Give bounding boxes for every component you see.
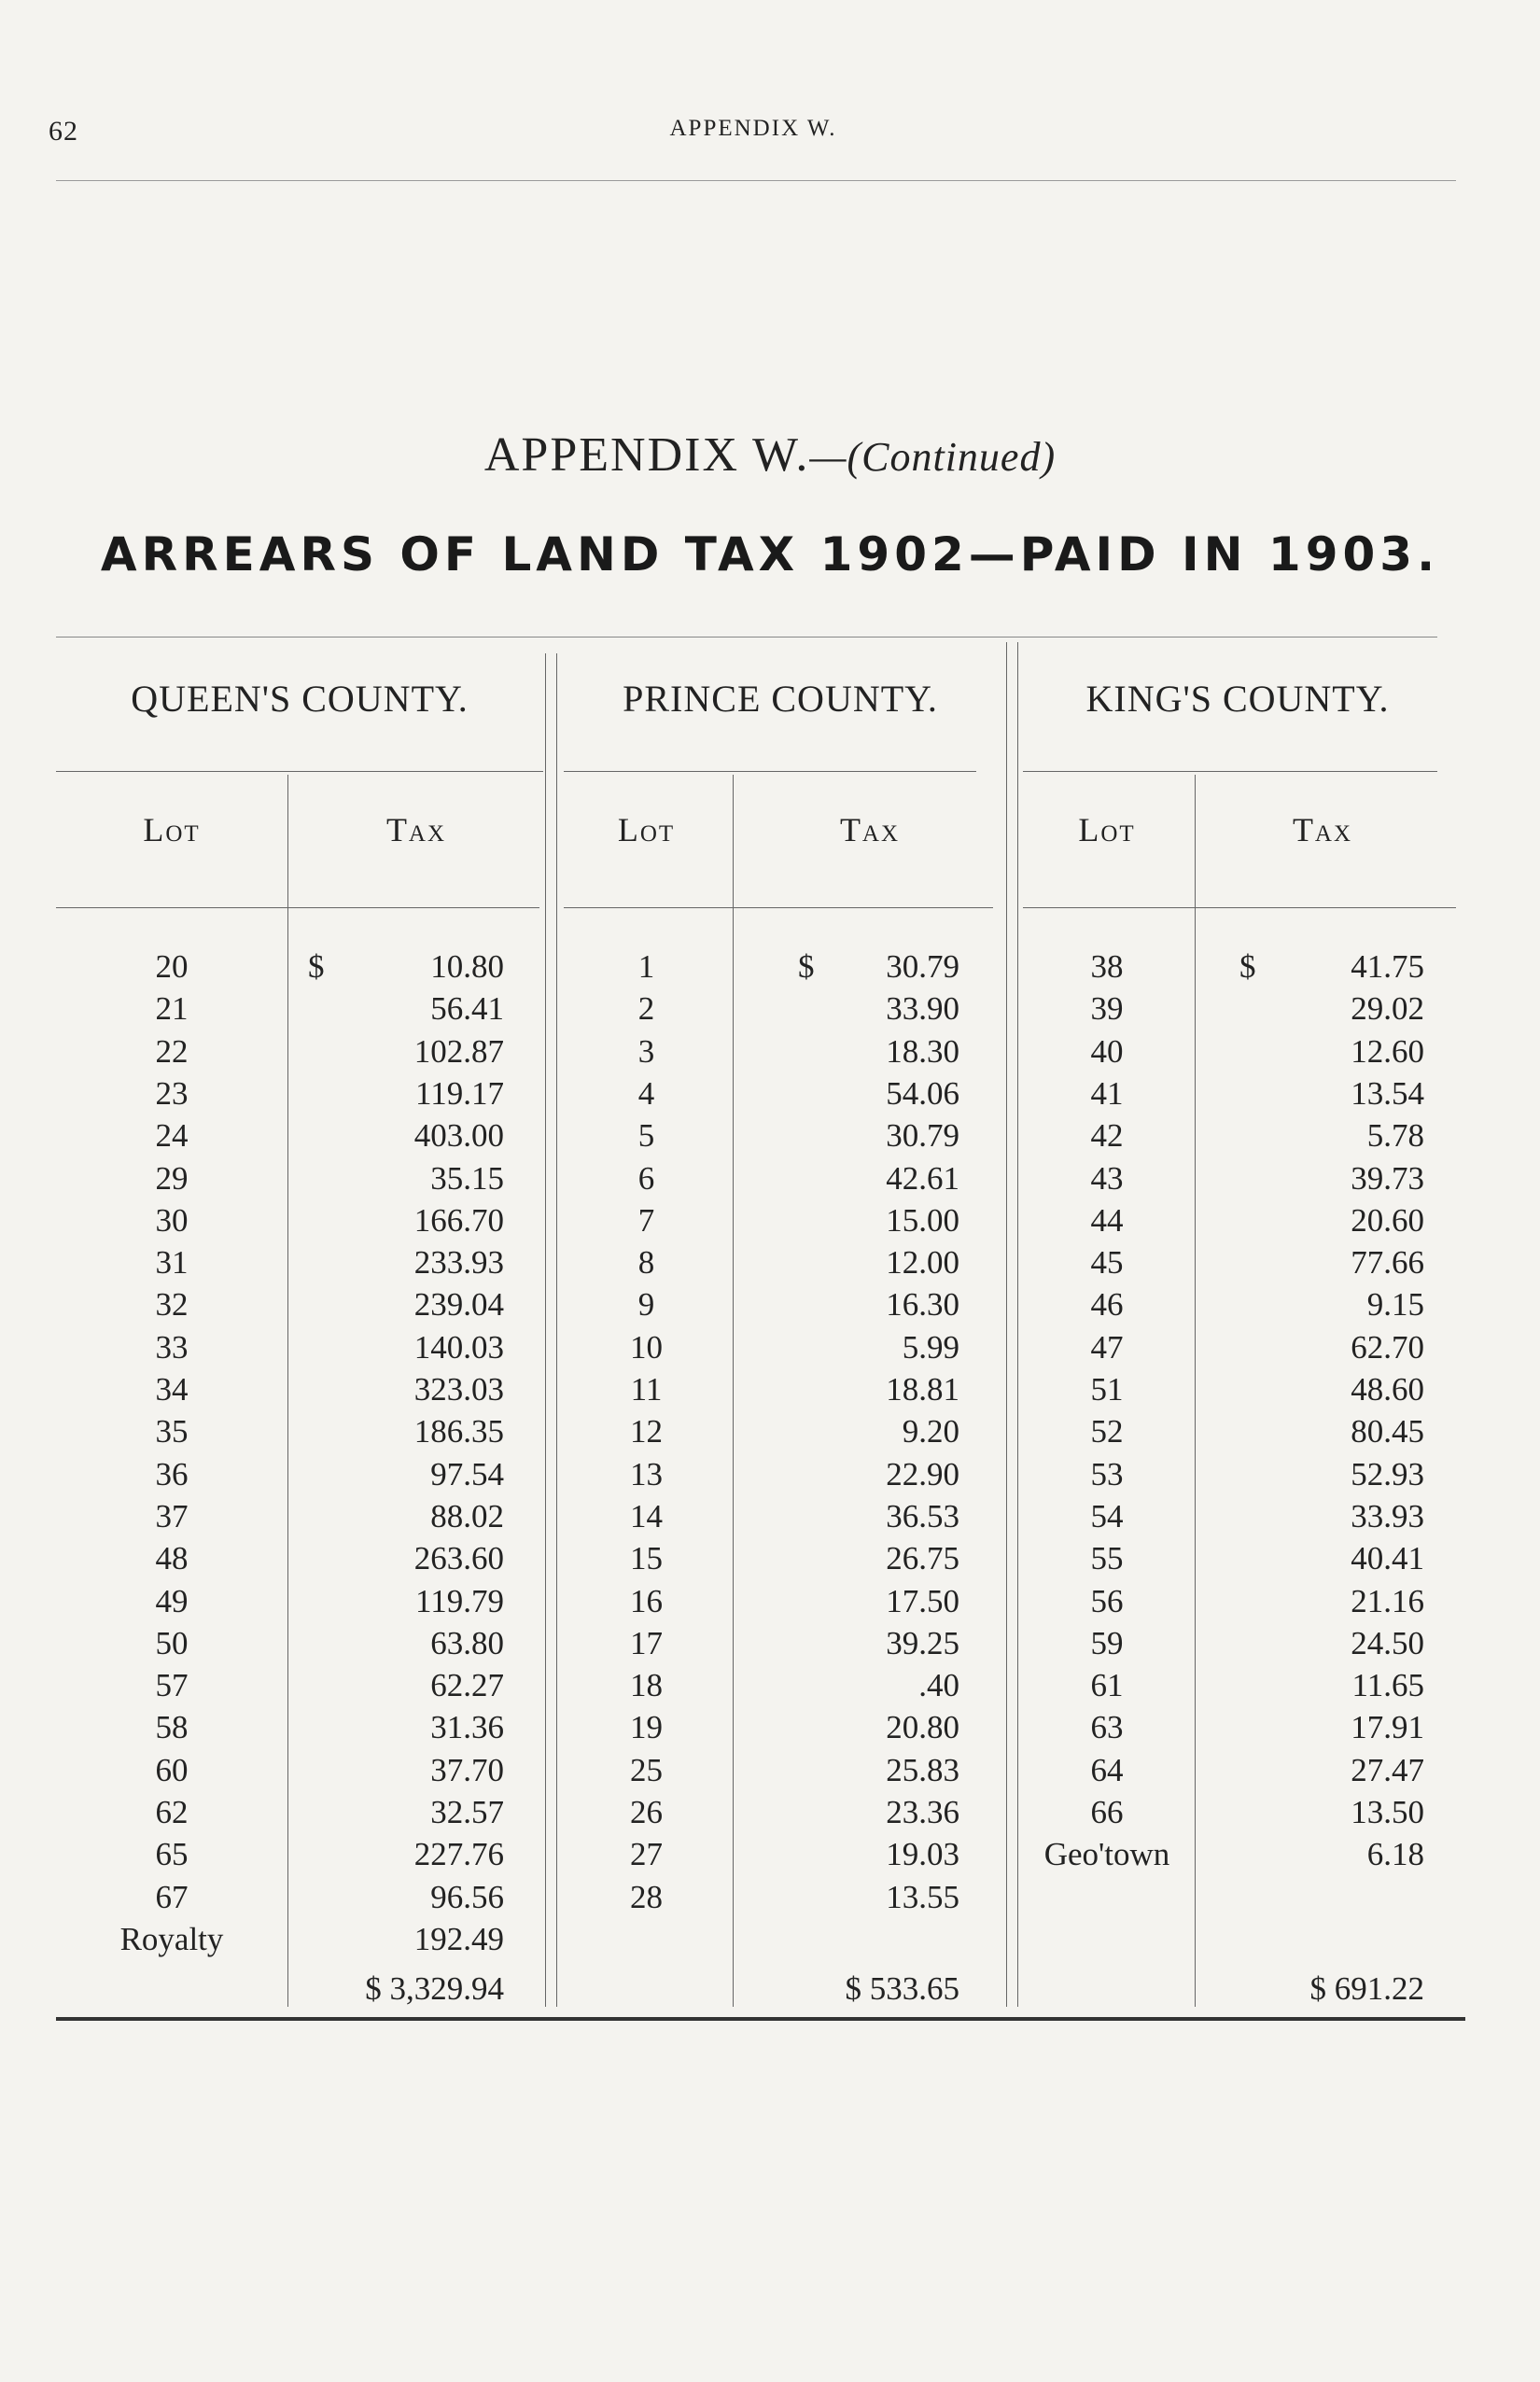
- column-header-tax: Tax: [1292, 811, 1353, 848]
- lot-tax-divider: [733, 775, 734, 2007]
- lot-number: 35: [155, 1413, 189, 1450]
- total-prince: $ 533.65: [845, 1970, 959, 2007]
- lot-number: 10: [630, 1329, 663, 1366]
- lot-number: 3: [637, 1033, 655, 1070]
- lot-number: 16: [630, 1583, 663, 1619]
- lot-number: 15: [630, 1540, 663, 1576]
- tax-amount: 23.36: [886, 1794, 959, 1830]
- lot-number: 47: [1090, 1329, 1124, 1366]
- tax-amount: 10.80: [430, 948, 504, 985]
- table-subtitle: ARREARS OF LAND TAX 1902—PAID IN 1903.: [100, 527, 1440, 581]
- appendix-title-main: APPENDIX W.: [483, 428, 810, 482]
- dollar-sign: $: [1239, 948, 1256, 985]
- column-header-lot: Lot: [143, 811, 201, 848]
- lot-number: 8: [637, 1244, 655, 1281]
- tax-amount: 77.66: [1351, 1244, 1424, 1281]
- tax-amount: 21.16: [1351, 1583, 1424, 1619]
- tax-amount: 56.41: [430, 990, 504, 1027]
- tax-amount: 18.30: [886, 1033, 959, 1070]
- tax-amount: 63.80: [430, 1625, 504, 1661]
- table-top-rule: [56, 637, 1437, 638]
- lot-number: 66: [1090, 1794, 1124, 1830]
- lot-number: 1: [637, 948, 655, 985]
- tax-amount: 54.06: [886, 1075, 959, 1112]
- lot-number: 48: [155, 1540, 189, 1576]
- lot-tax-divider: [1195, 775, 1196, 2007]
- lot-number: 41: [1090, 1075, 1124, 1112]
- dollar-sign: $: [798, 948, 815, 985]
- lot-number: 32: [155, 1286, 189, 1323]
- lot-number: 24: [155, 1117, 189, 1154]
- lot-number: 17: [630, 1625, 663, 1661]
- tax-amount: 19.03: [886, 1836, 959, 1872]
- lot-number: 64: [1090, 1752, 1124, 1788]
- running-head: [49, 116, 1458, 153]
- lot-number: 26: [630, 1794, 663, 1830]
- tax-amount: 48.60: [1351, 1371, 1424, 1408]
- lot-number: 38: [1090, 948, 1124, 985]
- lot-number: 59: [1090, 1625, 1124, 1661]
- tax-amount: 18.81: [886, 1371, 959, 1408]
- tax-amount: 12.60: [1351, 1033, 1424, 1070]
- tax-amount: 32.57: [430, 1794, 504, 1830]
- lot-number: 21: [155, 990, 189, 1027]
- tax-amount: 40.41: [1351, 1540, 1424, 1576]
- lot-number: 63: [1090, 1709, 1124, 1745]
- lot-number: 57: [155, 1667, 189, 1703]
- tax-amount: 39.73: [1351, 1160, 1424, 1197]
- header-rule: [56, 180, 1456, 181]
- tax-amount: 30.79: [886, 948, 959, 985]
- column-header-rule: [1023, 907, 1456, 908]
- tax-amount: 13.50: [1351, 1794, 1424, 1830]
- tax-amount: 62.27: [430, 1667, 504, 1703]
- column-header-tax: Tax: [839, 811, 901, 848]
- lot-number: 44: [1090, 1202, 1124, 1239]
- tax-amount: 80.45: [1351, 1413, 1424, 1450]
- county-divider: [1006, 642, 1007, 2007]
- county-divider: [1017, 642, 1018, 2007]
- lot-number: 51: [1090, 1371, 1124, 1408]
- tax-amount: 239.04: [413, 1286, 504, 1323]
- tax-amount: 9.20: [902, 1413, 959, 1450]
- lot-number: 2: [637, 990, 655, 1027]
- county-heading-queens: QUEEN'S COUNTY.: [131, 678, 469, 720]
- lot-number: Geo'town: [1043, 1836, 1170, 1872]
- tax-amount: 15.00: [886, 1202, 959, 1239]
- column-header-rule: [56, 907, 539, 908]
- appendix-title-continued: —(Continued): [809, 434, 1057, 480]
- lot-number: 5: [637, 1117, 655, 1154]
- lot-number: 65: [155, 1836, 189, 1872]
- lot-number: 37: [155, 1498, 189, 1534]
- tax-amount: 37.70: [430, 1752, 504, 1788]
- lot-number: 43: [1090, 1160, 1124, 1197]
- tax-amount: 233.93: [413, 1244, 504, 1281]
- tax-amount: 41.75: [1351, 948, 1424, 985]
- running-title: APPENDIX W.: [669, 116, 837, 141]
- tax-amount: 22.90: [886, 1456, 959, 1492]
- tax-amount: 30.79: [886, 1117, 959, 1154]
- tax-amount: 26.75: [886, 1540, 959, 1576]
- tax-amount: 17.50: [886, 1583, 959, 1619]
- lot-number: 52: [1090, 1413, 1124, 1450]
- county-header-rule: [56, 771, 543, 772]
- tax-amount: 403.00: [413, 1117, 504, 1154]
- lot-number: 31: [155, 1244, 189, 1281]
- lot-number: 6: [637, 1160, 655, 1197]
- tax-amount: 62.70: [1351, 1329, 1424, 1366]
- column-header-rule: [564, 907, 993, 908]
- tax-amount: 11.65: [1351, 1667, 1424, 1703]
- tax-amount: 17.91: [1351, 1709, 1424, 1745]
- lot-number: 22: [155, 1033, 189, 1070]
- lot-number: 20: [155, 948, 189, 985]
- lot-number: 42: [1090, 1117, 1124, 1154]
- lot-number: 49: [155, 1583, 189, 1619]
- tax-amount: 119.17: [415, 1075, 504, 1112]
- lot-number: 19: [630, 1709, 663, 1745]
- tax-amount: 88.02: [430, 1498, 504, 1534]
- lot-number: 27: [630, 1836, 663, 1872]
- tax-amount: 31.36: [430, 1709, 504, 1745]
- tax-amount: 20.60: [1351, 1202, 1424, 1239]
- county-header-rule: [564, 771, 976, 772]
- lot-number: 58: [155, 1709, 189, 1745]
- total-kings: $ 691.22: [1309, 1970, 1424, 2007]
- tax-amount: 42.61: [886, 1160, 959, 1197]
- tax-amount: 323.03: [413, 1371, 504, 1408]
- lot-number: 7: [637, 1202, 655, 1239]
- lot-number: 13: [630, 1456, 663, 1492]
- lot-number: 23: [155, 1075, 189, 1112]
- tax-amount: 9.15: [1366, 1286, 1424, 1323]
- lot-tax-divider: [287, 775, 288, 2007]
- lot-number: 34: [155, 1371, 189, 1408]
- county-header-rule: [1023, 771, 1437, 772]
- tax-amount: 96.56: [430, 1879, 504, 1915]
- lot-number: 62: [155, 1794, 189, 1830]
- tax-amount: 13.55: [886, 1879, 959, 1915]
- column-header-lot: Lot: [617, 811, 676, 848]
- county-divider: [545, 653, 546, 2007]
- column-header-tax: Tax: [385, 811, 447, 848]
- tax-amount: 35.15: [430, 1160, 504, 1197]
- tax-amount: 29.02: [1351, 990, 1424, 1027]
- lot-number: 30: [155, 1202, 189, 1239]
- tax-amount: 186.35: [413, 1413, 504, 1450]
- tax-amount: 263.60: [413, 1540, 504, 1576]
- tax-amount: 5.78: [1366, 1117, 1424, 1154]
- lot-number: 55: [1090, 1540, 1124, 1576]
- tax-amount: 119.79: [415, 1583, 504, 1619]
- tax-amount: 102.87: [413, 1033, 504, 1070]
- dollar-sign: $: [308, 948, 325, 985]
- tax-amount: 36.53: [886, 1498, 959, 1534]
- lot-number: 14: [630, 1498, 663, 1534]
- lot-number: 28: [630, 1879, 663, 1915]
- lot-number: 36: [155, 1456, 189, 1492]
- lot-number: 56: [1090, 1583, 1124, 1619]
- appendix-title: [0, 427, 1540, 483]
- lot-number: 54: [1090, 1498, 1124, 1534]
- lot-number: 45: [1090, 1244, 1124, 1281]
- county-heading-prince: PRINCE COUNTY.: [623, 678, 938, 720]
- lot-number: 11: [630, 1371, 663, 1408]
- county-divider: [556, 653, 557, 2007]
- tax-amount: 33.93: [1351, 1498, 1424, 1534]
- lot-number: 53: [1090, 1456, 1124, 1492]
- county-heading-kings: KING'S COUNTY.: [1085, 678, 1390, 720]
- lot-number: 4: [637, 1075, 655, 1112]
- tax-amount: 5.99: [902, 1329, 959, 1366]
- tax-amount: 52.93: [1351, 1456, 1424, 1492]
- column-header-lot: Lot: [1078, 811, 1136, 848]
- lot-number: 40: [1090, 1033, 1124, 1070]
- lot-number: 46: [1090, 1286, 1124, 1323]
- tax-amount: 25.83: [886, 1752, 959, 1788]
- tax-amount: 140.03: [413, 1329, 504, 1366]
- lot-number: 61: [1090, 1667, 1124, 1703]
- lot-number: 67: [155, 1879, 189, 1915]
- lot-number: 25: [630, 1752, 663, 1788]
- tax-amount: 13.54: [1351, 1075, 1424, 1112]
- lot-number: 60: [155, 1752, 189, 1788]
- tax-amount: 39.25: [886, 1625, 959, 1661]
- lot-number: 18: [630, 1667, 663, 1703]
- tax-amount: 24.50: [1351, 1625, 1424, 1661]
- tax-amount: 166.70: [413, 1202, 504, 1239]
- tax-amount: 20.80: [886, 1709, 959, 1745]
- lot-number: 33: [155, 1329, 189, 1366]
- table-bottom-rule: [56, 2017, 1465, 2021]
- lot-number: 39: [1090, 990, 1124, 1027]
- tax-amount: 97.54: [430, 1456, 504, 1492]
- tax-amount: 33.90: [886, 990, 959, 1027]
- lot-number: 50: [155, 1625, 189, 1661]
- lot-number: 29: [155, 1160, 189, 1197]
- tax-amount: .40: [918, 1667, 959, 1703]
- tax-amount: 27.47: [1351, 1752, 1424, 1788]
- tax-amount: 16.30: [886, 1286, 959, 1323]
- lot-number: Royalty: [119, 1921, 224, 1957]
- tax-amount: 227.76: [413, 1836, 504, 1872]
- lot-number: 9: [637, 1286, 655, 1323]
- total-queens: $ 3,329.94: [365, 1970, 504, 2007]
- tax-amount: 12.00: [886, 1244, 959, 1281]
- lot-number: 12: [630, 1413, 663, 1450]
- page-number: 62: [49, 116, 78, 147]
- tax-amount: 192.49: [413, 1921, 504, 1957]
- tax-amount: 6.18: [1366, 1836, 1424, 1872]
